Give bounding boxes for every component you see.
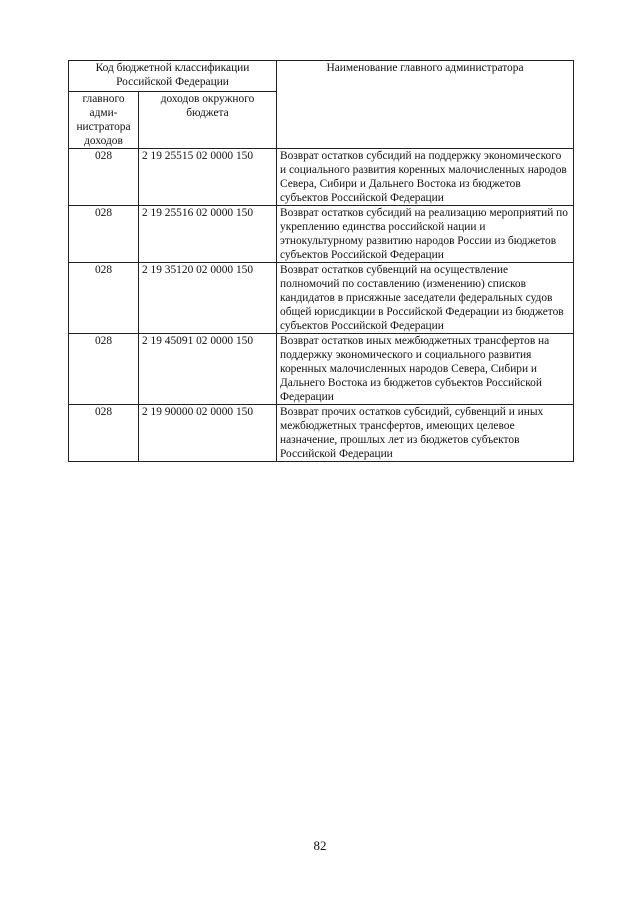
table-row bbox=[69, 334, 574, 405]
admin-code-cell: 028 bbox=[69, 206, 139, 263]
admin-code-cell: 028 bbox=[69, 149, 139, 206]
income-code-cell: 2 19 90000 02 0000 150 bbox=[139, 405, 277, 462]
page-number: 82 bbox=[313, 838, 327, 853]
income-code-cell: 2 19 45091 02 0000 150 bbox=[139, 334, 277, 405]
admin-code-cell: 028 bbox=[69, 405, 139, 462]
administrator-name-cell: Возврат остатков субсидий на реализацию мероприятий по укреплению единства российской нации и этнокультурному развитию народов России из бюджетов субъектов Российской Федерации bbox=[277, 206, 574, 263]
administrator-name-cell: Возврат остатков субсидий на поддержку экономического и социального развития коренных малочисленных народов Севера, Сибири и Дальнего Востока из бюджетов субъектов Российской Федерации bbox=[277, 149, 574, 206]
table-row bbox=[69, 405, 574, 462]
administrator-name-header: Наименование главного администратора bbox=[277, 61, 574, 149]
budget-classification-table bbox=[68, 60, 574, 462]
administrator-name-cell: Возврат остатков иных межбюджетных трансфертов на поддержку экономического и социального развития коренных малочисленных народов Севера, Сибири и Дальнего Востока из бюджетов субъектов Российской Федерации bbox=[277, 334, 574, 405]
income-code-cell: 2 19 35120 02 0000 150 bbox=[139, 263, 277, 334]
main-administrator-header: главного адми-нистратора доходов bbox=[69, 92, 139, 149]
admin-code-cell: 028 bbox=[69, 334, 139, 405]
income-code-cell: 2 19 25516 02 0000 150 bbox=[139, 206, 277, 263]
table-row bbox=[69, 206, 574, 263]
table-row bbox=[69, 263, 574, 334]
income-code-cell: 2 19 25515 02 0000 150 bbox=[139, 149, 277, 206]
classification-code-header: Код бюджетной классификации Российской Федерации bbox=[69, 61, 277, 92]
table-row bbox=[69, 149, 574, 206]
admin-code-cell: 028 bbox=[69, 263, 139, 334]
table-header-row bbox=[69, 61, 574, 92]
district-budget-income-header: доходов окружного бюджета bbox=[139, 92, 277, 149]
administrator-name-cell: Возврат прочих остатков субсидий, субвенций и иных межбюджетных трансфертов, имеющих целевое назначение, прошлых лет из бюджетов субъектов Российской Федерации bbox=[277, 405, 574, 462]
administrator-name-cell: Возврат остатков субвенций на осуществление полномочий по составлению (изменению) списков кандидатов в присяжные заседатели федеральных судов общей юрисдикции в Российской Федерации из бюджетов субъектов Российской Федерации bbox=[277, 263, 574, 334]
